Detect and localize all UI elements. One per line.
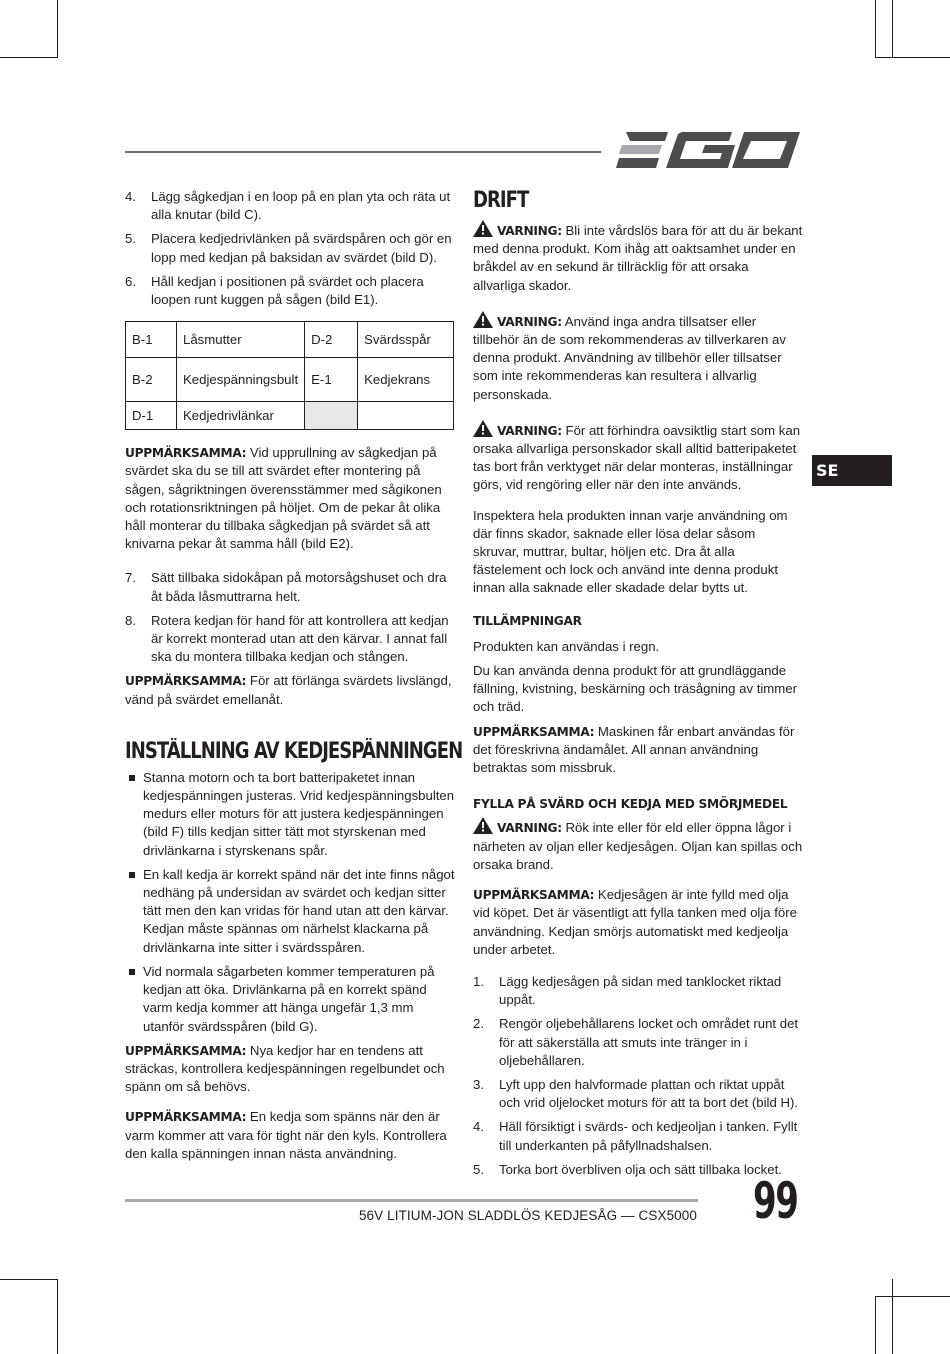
bullet-square-icon (129, 775, 135, 781)
ego-logo (616, 128, 800, 172)
section-title: DRIFT (473, 188, 529, 213)
list-item: Stanna motorn och ta bort batteripaketet innan kedjespänningen justeras. Vrid kedjespänningsbulten medurs eller moturs för att justera kedjespänningen (bild F) tills kedjan sitter tätt mot styrskenan med drivlänkarna i styrskenans spår. (125, 769, 455, 860)
list-item: 5. Placera kedjedrivlänken på svärdspåren och gör en lopp med kedjan på baksidan av svärdet (bild D). (125, 231, 452, 265)
table-cell: B-2 (126, 358, 177, 402)
crop-mark (0, 57, 58, 58)
note-paragraph: UPPMÄRKSAMMA: För att förlänga svärdets livslängd, vänd på svärdet emellanåt. (125, 673, 452, 707)
table-cell: Kedjekrans (358, 358, 454, 402)
list-item: 4. Lägg sågkedjan i en loop på en plan yta och räta ut alla knutar (bild C). (125, 189, 451, 223)
list-item: 8. Rotera kedjan för hand för att kontrollera att kedjan är korrekt monterad utan att den kärvar. I annat fall ska du montera tillbaka kedjan och stången. (125, 612, 449, 665)
subsection-title: FYLLA PÅ SVÄRD OCH KEDJA MED SMÖRJMEDEL (473, 797, 788, 812)
table-cell: D-2 (305, 322, 358, 358)
parts-table (125, 321, 454, 430)
crop-mark (892, 1279, 893, 1354)
note-paragraph: UPPMÄRKSAMMA: Vid upprullning av sågkedjan på svärdet ska du se till att svärdet efter montering på sågen, sågriktningen överensstämmer med sågikonen och rotationsriktningen på höljet. Om de pekar åt olika håll monterar du tillbaka sågkedjan på svärdet så att knivarna pekar åt samma håll (bild E2). (125, 445, 442, 552)
table-cell: Kedjespänningsbult (177, 358, 305, 402)
list-item: 3. Lyft upp den halvformade plattan och riktat uppåt och vrid oljelocket moturs för att ta bort det (bild H). (473, 1076, 799, 1111)
body-paragraph: Du kan använda denna produkt för att grundläggande fällning, kvistning, beskärning och träsågning av timmer och träd. (473, 663, 797, 715)
crop-mark (875, 57, 950, 58)
crop-mark (57, 0, 58, 58)
footer-rule (125, 1199, 698, 1202)
crop-mark (875, 0, 876, 58)
crop-mark (875, 1296, 876, 1354)
header-rule (125, 151, 601, 153)
crop-mark (892, 0, 893, 58)
steps-list (125, 188, 455, 309)
section-title: INSTÄLLNING AV KEDJESPÄNNINGEN (125, 738, 463, 764)
left-column (125, 188, 463, 1175)
table-row (126, 322, 454, 358)
note-paragraph: UPPMÄRKSAMMA: En kedja som spänns när den är varm kommer att vara för tight när den kyls. Kontrollera den kalla spänningen innan nästa användning. (125, 1109, 447, 1161)
footer-title: 56V LITIUM-JON SLADDLÖS KEDJESÅG — CSX5000 (358, 1208, 697, 1223)
list-item: 2. Rengör oljebehållarens locket och området runt det för att säkerställa att smuts inte tränger in i oljebehållaren. (473, 1016, 799, 1068)
warning-triangle-icon (473, 220, 493, 237)
list-item: 7. Sätt tillbaka sidokåpan på motorsågshuset och dra åt båda låsmuttrarna helt. (125, 570, 447, 604)
bullet-list (125, 769, 455, 1036)
body-paragraph: Produkten kan användas i regn. (473, 638, 660, 654)
language-tab: SE (812, 455, 892, 486)
crop-mark (0, 1279, 58, 1280)
subsection-title: TILLÄMPNINGAR (473, 613, 582, 628)
warning-paragraph: VARNING: För att förhindra oavsiktlig start som kan orsaka allvarliga personskador skall alltid batteripaketet tas bort från verktyget när delar monteras, inställningar görs, vid rengöring eller när den inte används. (473, 420, 803, 495)
note-paragraph: UPPMÄRKSAMMA: Maskinen får enbart användas för det föreskrivna ändamålet. All annan användning betraktas som missbruk. (473, 723, 795, 776)
table-cell: B-1 (126, 322, 177, 358)
list-item: 6. Håll kedjan i positionen på svärdet och placera loopen runt kuggen på sågen (bild E1). (125, 273, 424, 308)
warning-triangle-icon (473, 311, 493, 328)
bullet-square-icon (129, 969, 135, 975)
warning-paragraph: VARNING: Bli inte vårdslös bara för att du är bekant med denna produkt. Kom ihåg att oaktsamhet under en bråkdel av en sekund är tillräcklig för att orsaka allvarliga skador. (473, 220, 803, 295)
list-item: 5. Torka bort överbliven olja och sätt tillbaka locket. (473, 1161, 782, 1177)
warning-triangle-icon (473, 420, 493, 437)
right-column (473, 188, 803, 1191)
table-cell: E-1 (305, 358, 358, 402)
warning-triangle-icon (473, 817, 493, 834)
table-row (126, 402, 454, 430)
body-paragraph: Inspektera hela produkten innan varje användning om där finns skador, saknade eller lösa delar såsom skruvar, muttrar, bultar, höljen etc. Dra åt alla fästelement och lock och använd inte denna produkt innan alla saknade eller skadade delar bytts ut. (473, 507, 788, 596)
table-row (126, 358, 454, 402)
table-cell: Svärdsspår (358, 322, 454, 358)
note-paragraph: UPPMÄRKSAMMA: Nya kedjor har en tendens att sträckas, kontrollera kedjespänningen regelbundet och spänn om så behövs. (125, 1042, 445, 1095)
crop-mark (875, 1296, 950, 1297)
list-item: Vid normala sågarbeten kommer temperaturen på kedjan att öka. Drivlänkarna på en korrekt spänd varm kedja kommer att hänga ungefär 1,3 mm utanför svärdsspåren (bild G). (125, 963, 455, 1036)
table-cell: D-1 (126, 402, 177, 430)
bullet-square-icon (129, 872, 135, 878)
steps-list (125, 569, 455, 666)
warning-paragraph: VARNING: Använd inga andra tillsatser eller tillbehör än de som rekommenderas av tillverkaren av denna produkt. Användning av tillbehör eller tillsatser som inte rekommenderas kan resultera i allvarlig personskada. (473, 311, 803, 404)
crop-mark (57, 1279, 58, 1354)
steps-list (473, 973, 803, 1179)
note-paragraph: UPPMÄRKSAMMA: Kedjesågen är inte fylld med olja vid köpet. Det är väsentligt att fylla tanken med olja före användning. Kedjan smörjs automatiskt med kedjeolja under arbetet. (473, 887, 797, 957)
page-number: 99 (753, 1172, 798, 1230)
warning-paragraph: VARNING: Rök inte eller för eld eller öppna lågor i närheten av oljan eller kedjesågen. Oljan kan spillas och orsaka brand. (473, 817, 803, 874)
list-item: 4. Häll försiktigt i svärds- och kedjeoljan i tanken. Fyllt till underkanten på påfyllnadshalsen. (473, 1119, 798, 1153)
table-cell (305, 402, 358, 430)
table-cell (358, 402, 454, 430)
table-cell: Kedjedrivlänkar (177, 402, 305, 430)
list-item: En kall kedja är korrekt spänd när det inte finns något nedhäng på undersidan av svärdet och kedjan sitter tätt men den kan vridas för hand utan att den kärvar. Kedjan måste spännas om närhelst klackarna på drivlänkarna inte sitter i svärdsspåren. (125, 866, 455, 957)
list-item: 1. Lägg kedjesågen på sidan med tanklocket riktad uppåt. (473, 973, 782, 1008)
table-cell: Låsmutter (177, 322, 305, 358)
